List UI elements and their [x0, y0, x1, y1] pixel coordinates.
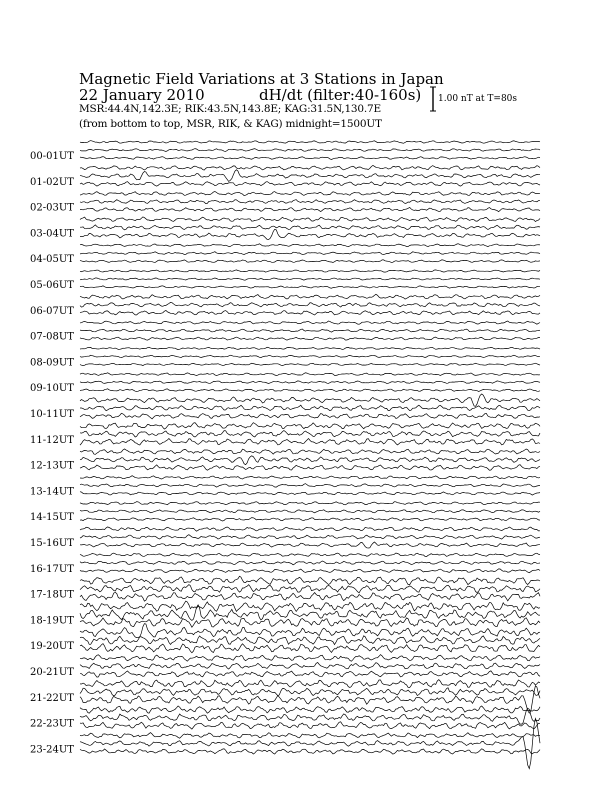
- hour-label: 01-02UT: [30, 176, 74, 188]
- trace-msr: [80, 244, 540, 247]
- hour-label: 16-17UT: [30, 563, 74, 575]
- trace-rik: [80, 200, 540, 204]
- trace-kag: [80, 207, 540, 211]
- hour-label: 07-08UT: [30, 331, 74, 343]
- trace-rik: [80, 329, 540, 332]
- trace-rik: [80, 225, 540, 230]
- trace-msr: [80, 680, 540, 688]
- trace-kag: [80, 518, 540, 521]
- trace-kag: [80, 439, 540, 446]
- trace-msr: [80, 192, 540, 196]
- trace-msr: [80, 502, 540, 505]
- trace-rik: [80, 636, 540, 645]
- hour-label: 13-14UT: [30, 486, 74, 498]
- trace-rik: [80, 688, 540, 696]
- trace-kag: [80, 569, 540, 573]
- trace-msr: [80, 217, 540, 222]
- hour-label: 00-01UT: [30, 151, 74, 162]
- trace-rik: [80, 484, 540, 488]
- trace-rik: [80, 405, 540, 411]
- trace-rik: [80, 149, 540, 152]
- trace-rik: [80, 510, 540, 513]
- trace-msr: [80, 294, 540, 299]
- scale-label: 1.00 nT at T=80s: [438, 94, 518, 104]
- trace-msr: [80, 321, 540, 324]
- trace-rik: [80, 431, 540, 437]
- chart-title: Magnetic Field Variations at 3 Stations in Japan: [79, 70, 444, 88]
- trace-msr: [80, 449, 540, 455]
- trace-kag: [80, 749, 540, 754]
- hour-label: 17-18UT: [30, 589, 74, 601]
- hour-label: 11-12UT: [30, 434, 74, 446]
- hour-label: 15-16UT: [30, 538, 74, 549]
- trace-kag: [80, 157, 540, 160]
- hour-label: 06-07UT: [30, 305, 74, 317]
- trace-kag: [80, 310, 540, 315]
- hour-label: 20-21UT: [30, 667, 74, 678]
- trace-rik: [80, 535, 540, 539]
- trace-kag: [80, 413, 540, 419]
- trace-msr: [80, 527, 540, 531]
- hour-label: 08-09UT: [30, 357, 74, 369]
- trace-kag: [80, 686, 540, 713]
- trace-rik: [80, 663, 540, 670]
- trace-kag: [80, 260, 540, 263]
- trace-msr: [80, 423, 540, 429]
- hour-label: 09-10UT: [30, 383, 74, 395]
- trace-msr: [80, 706, 540, 713]
- chart-date: 22 January 2010: [79, 86, 205, 104]
- trace-msr: [80, 394, 540, 406]
- trace-rik: [80, 381, 540, 384]
- trace-kag: [80, 592, 540, 601]
- trace-kag: [80, 542, 540, 548]
- trace-msr: [80, 733, 540, 739]
- trace-rik: [80, 561, 540, 565]
- hour-label: 19-20UT: [30, 641, 74, 653]
- trace-kag: [80, 389, 540, 392]
- hour-label: 03-04UT: [30, 228, 74, 240]
- hour-label: 21-22UT: [30, 692, 74, 704]
- trace-kag: [80, 229, 540, 239]
- hour-label: 23-24UT: [30, 744, 74, 756]
- hour-label: 02-03UT: [30, 202, 74, 214]
- hour-label: 18-19UT: [30, 615, 74, 627]
- trace-msr: [80, 553, 540, 557]
- trace-rik: [80, 605, 540, 621]
- trace-msr: [80, 373, 540, 376]
- trace-msr: [80, 655, 540, 662]
- trace-msr: [80, 476, 540, 479]
- trace-msr: [80, 270, 540, 272]
- trace-rik: [80, 170, 540, 182]
- trace-msr: [80, 576, 540, 585]
- hour-label: 04-05UT: [30, 254, 74, 266]
- hour-label: 22-23UT: [30, 718, 74, 730]
- trace-rik: [80, 585, 540, 593]
- trace-kag: [80, 492, 540, 495]
- trace-kag: [80, 671, 540, 677]
- hour-label: 12-13UT: [30, 460, 74, 472]
- trace-kag: [80, 337, 540, 340]
- trace-rik: [80, 278, 540, 280]
- trace-order-note: (from bottom to top, MSR, RIK, & KAG) midnight=1500UT: [79, 118, 382, 130]
- hour-label: 05-06UT: [30, 280, 74, 291]
- filter-description: dH/dt (filter:40-160s): [259, 86, 422, 104]
- hour-label: 10-11UT: [30, 409, 74, 420]
- trace-kag: [80, 644, 540, 653]
- trace-msr: [80, 347, 540, 349]
- trace-kag: [80, 465, 540, 471]
- trace-rik: [80, 355, 540, 357]
- trace-rik: [80, 302, 540, 307]
- trace-kag: [80, 182, 540, 187]
- trace-rik: [80, 252, 540, 255]
- station-coordinates: MSR:44.4N,142.3E; RIK:43.5N,143.8E; KAG:31.5N,130.7E: [79, 103, 381, 115]
- trace-msr: [80, 165, 540, 170]
- trace-kag: [80, 618, 540, 627]
- hour-label: 14-15UT: [30, 512, 74, 524]
- trace-msr: [80, 141, 540, 144]
- trace-kag: [80, 722, 540, 729]
- trace-msr: [80, 624, 540, 638]
- trace-kag: [80, 286, 540, 288]
- trace-rik: [80, 456, 540, 465]
- trace-msr: [80, 601, 540, 611]
- trace-kag: [80, 363, 540, 365]
